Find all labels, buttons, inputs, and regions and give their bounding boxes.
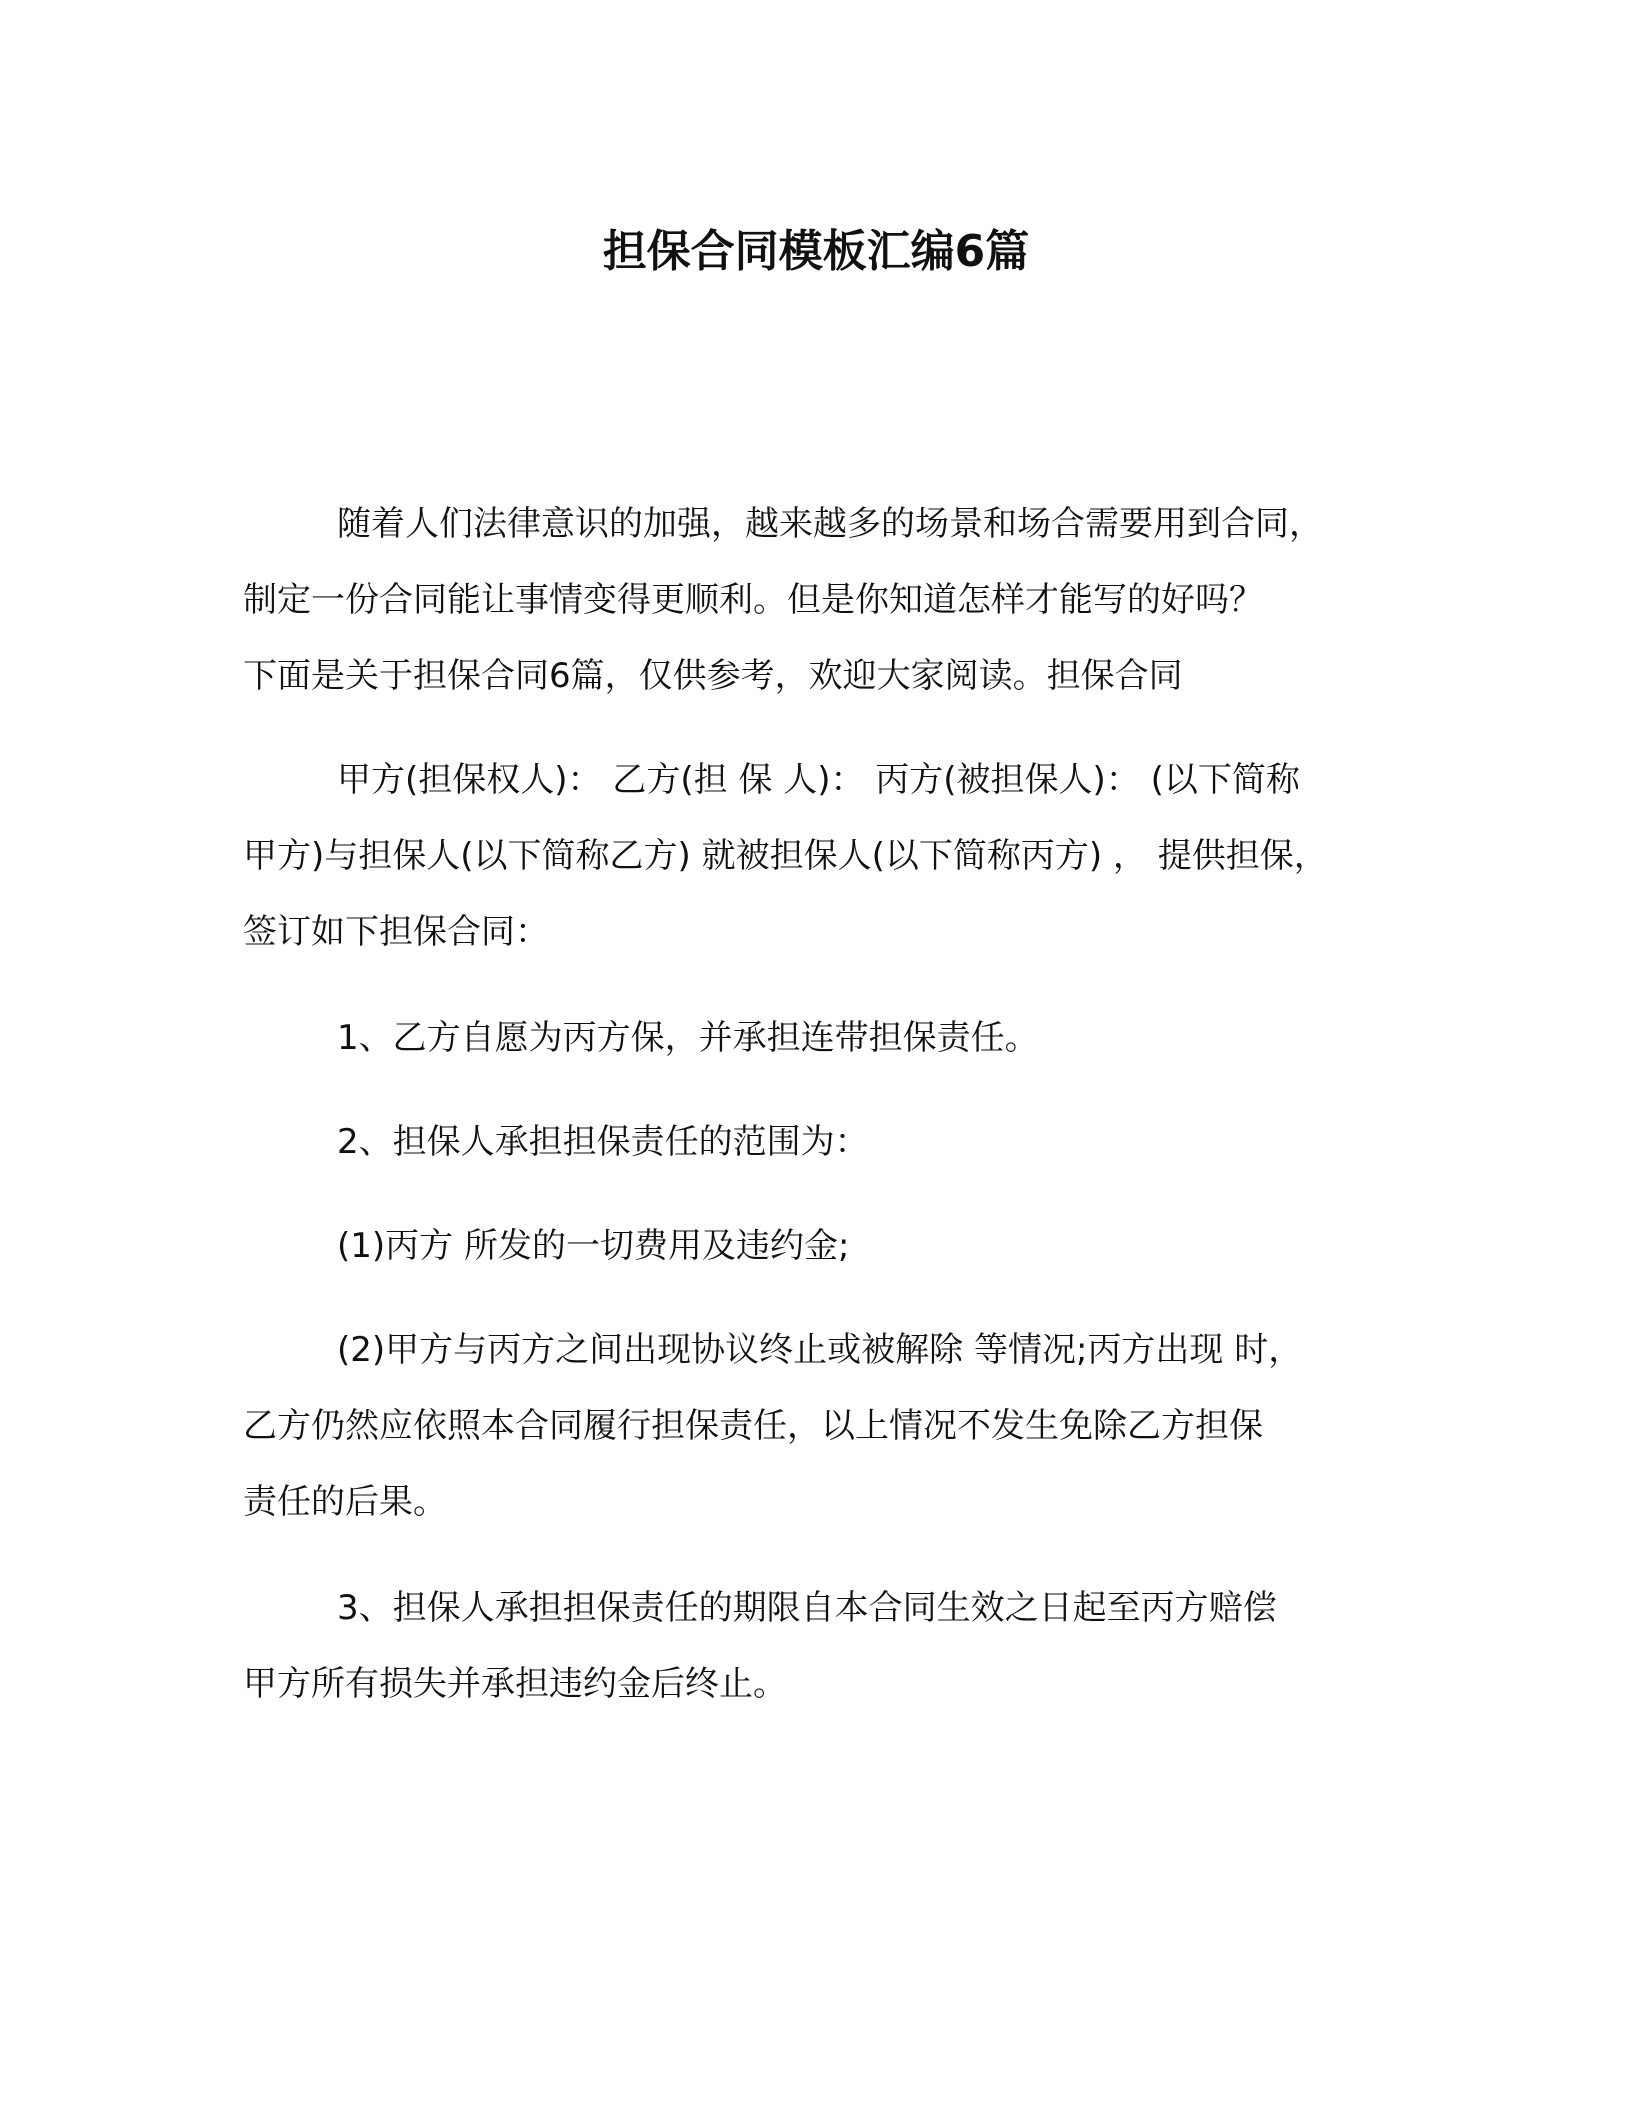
paragraph-parties <box>243 742 1383 970</box>
paragraph-intro <box>243 486 1383 714</box>
paragraph-line: 下面是关于担保合同6篇，仅供参考，欢迎大家阅读。担保合同 <box>243 656 1183 696</box>
clause-2-item-2 <box>243 1312 1383 1540</box>
paragraph-line: 1、乙方自愿为丙方保，并承担连带担保责任。 <box>337 1018 1039 1058</box>
paragraph-line: 责任的后果。 <box>243 1482 447 1522</box>
clause-2 <box>243 1104 1383 1180</box>
paragraph-line: 制定一份合同能让事情变得更顺利。但是你知道怎样才能写的好吗？ <box>243 580 1263 620</box>
paragraph-line: (2)甲方与丙方之间出现协议终止或被解除 等情况;丙方出现 时， <box>337 1330 1303 1370</box>
paragraph-line: 乙方仍然应依照本合同履行担保责任，以上情况不发生免除乙方担保 <box>243 1406 1263 1446</box>
paragraph-line: 甲方(担保权人)： 乙方(担 保 人)： 丙方(被担保人)： (以下简称 <box>337 760 1300 800</box>
paragraph-line: 甲方所有损失并承担违约金后终止。 <box>243 1664 787 1704</box>
paragraph-line: (1)丙方 所发的一切费用及违约金; <box>337 1226 850 1266</box>
clause-2-item-1 <box>243 1208 1383 1284</box>
paragraph-line: 随着人们法律意识的加强，越来越多的场景和场合需要用到合同， <box>337 504 1323 544</box>
document-title: 担保合同模板汇编6篇 <box>602 226 1030 277</box>
paragraph-line: 3、担保人承担担保责任的期限自本合同生效之日起至丙方赔偿 <box>337 1588 1277 1628</box>
clause-1 <box>243 1000 1383 1076</box>
paragraph-line: 签订如下担保合同： <box>243 912 549 952</box>
paragraph-line: 甲方)与担保人(以下简称乙方) 就被担保人(以下简称丙方) ， 提供担保， <box>243 836 1328 876</box>
clause-3 <box>243 1570 1383 1722</box>
paragraph-line: 2、担保人承担担保责任的范围为： <box>337 1122 869 1162</box>
